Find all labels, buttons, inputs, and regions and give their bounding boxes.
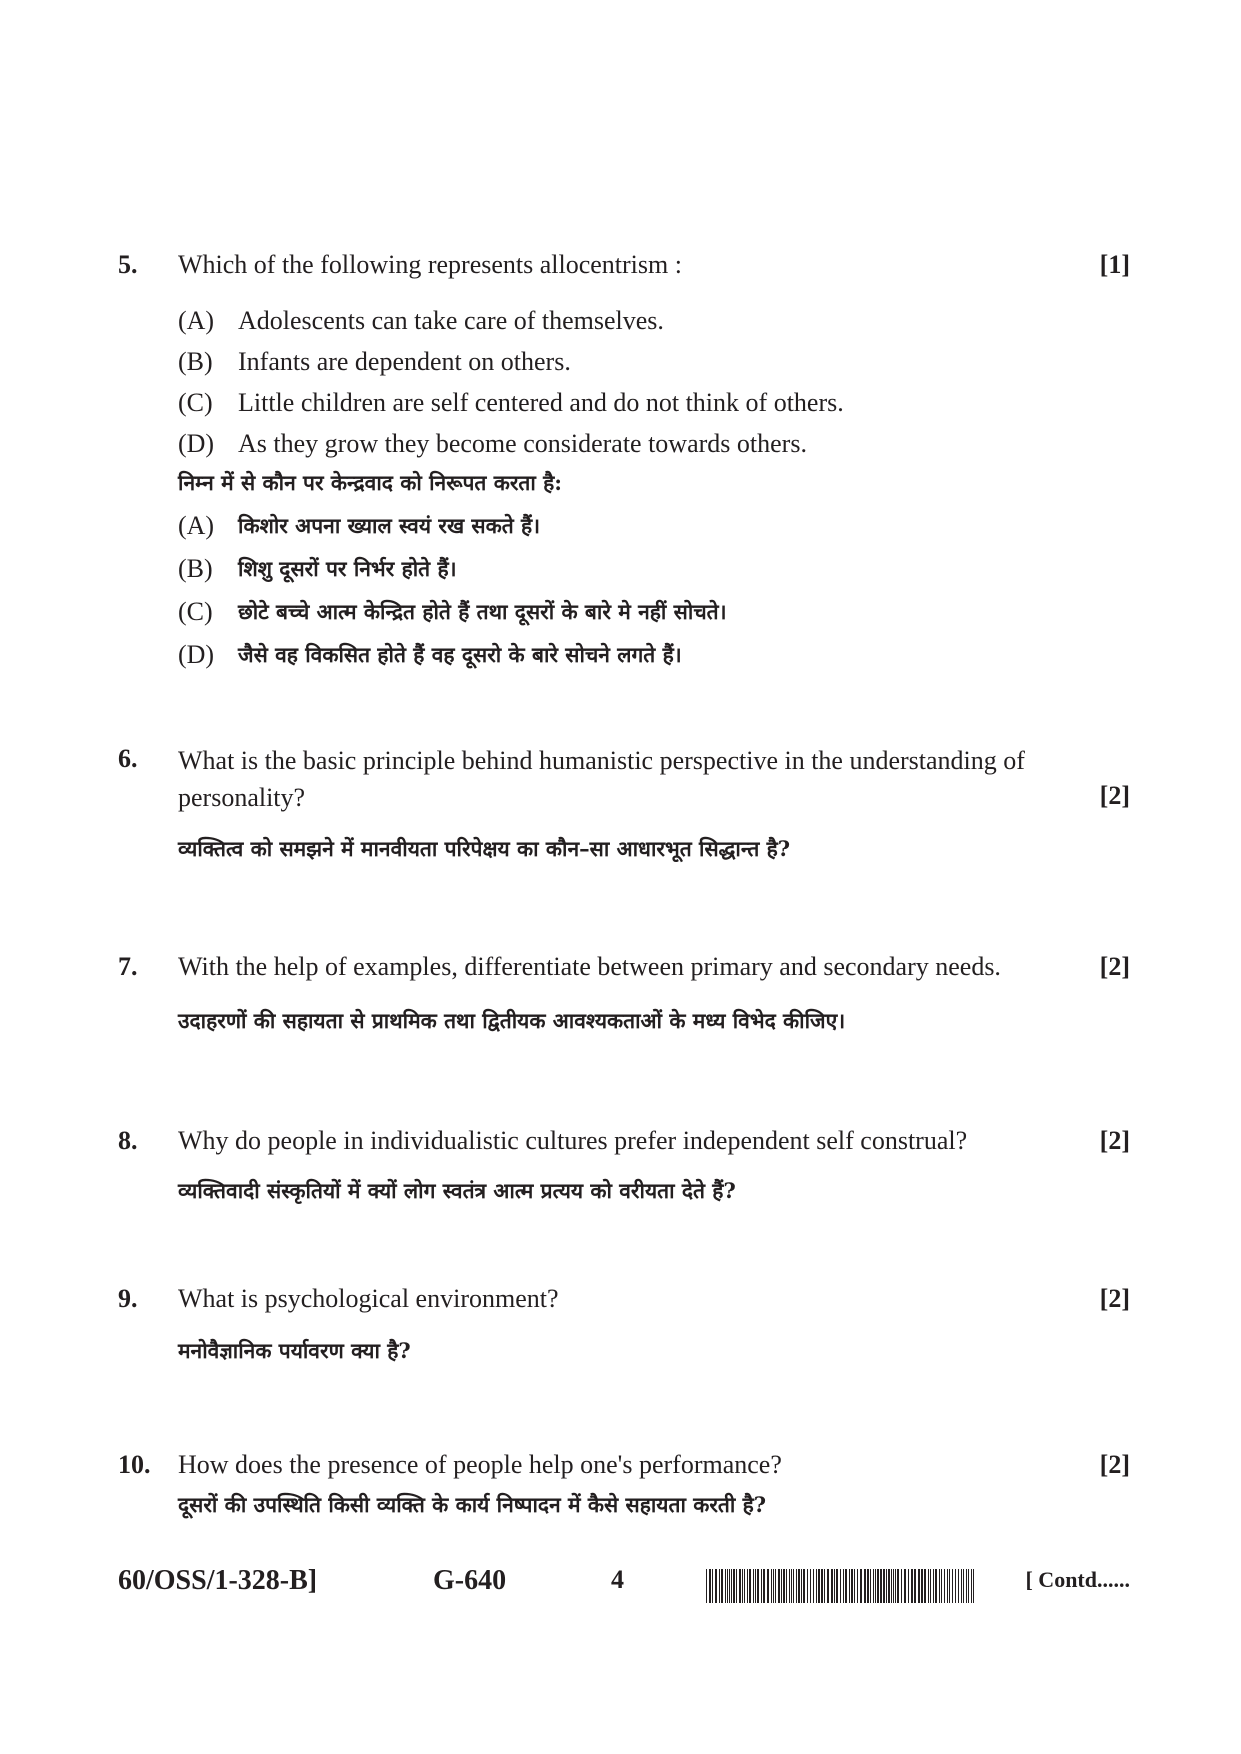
question-text: With the help of examples, differentiate between primary and secondary needs. [178,952,1001,981]
question-10 [118,1448,1130,1522]
question-6 [118,742,1130,866]
question-marks: [2] [1099,1126,1130,1155]
question-number: 10. [118,1450,151,1479]
question-number: 5. [118,250,138,279]
option-c-hindi: (C) छोटे बच्चे आत्म केन्द्रित होते हैं तथा दूसरों के बारे मे नहीं सोचते। [178,597,727,626]
continued-label: [ Contd...... [1025,1567,1130,1592]
question-text-hindi: मनोवैज्ञानिक पर्यावरण क्या है? [178,1338,411,1363]
question-9 [118,1282,1130,1368]
question-text: How does the presence of people help one's performance? [178,1450,782,1479]
question-text: Which of the following represents allocentrism : [178,250,682,279]
question-number: 7. [118,952,138,981]
option-d-hindi: (D) जैसे वह विकसित होते हैं वह दूसरो के बारे सोचने लगते हैं। [178,640,682,669]
question-text-line-1: What is the basic principle behind humanistic perspective in the understanding of [178,746,1025,775]
option-list-hindi [178,504,1130,676]
question-marks: [1] [1099,250,1130,279]
question-text: What is psychological environment? [178,1284,559,1313]
question-text-hindi: निम्न में से कौन पर केन्द्रवाद को निरूपत करता है: [178,470,563,495]
question-marks: [2] [1099,952,1130,981]
option-d: (D) As they grow they become considerate towards others. [178,429,807,458]
question-5 [118,248,1130,676]
option-c: (C) Little children are self centered and do not think of others. [178,388,844,417]
question-marks: [2] [1099,1284,1130,1313]
option-a-hindi: (A) किशोर अपना ख्याल स्वयं रख सकते हैं। [178,511,541,540]
question-text-hindi: व्यक्तित्व को समझने में मानवीयता परिपेक्षय का कौन–सा आधारभूत सिद्धान्त है? [178,836,791,861]
question-text-hindi: दूसरों की उपस्थिति किसी व्यक्ति के कार्य निष्पादन में कैसे सहायता करती है? [178,1492,767,1517]
question-marks: [2] [1099,781,1130,810]
paper-code: 60/OSS/1-328-B] [118,1565,318,1596]
question-text-hindi: व्यक्तिवादी संस्कृतियों में क्यों लोग स्वतंत्र आत्म प्रत्यय को वरीयता देते हैं? [178,1178,736,1203]
question-text-line-2: personality? [178,783,306,812]
question-8 [118,1124,1130,1208]
question-marks: [2] [1099,1450,1130,1479]
series-code: G-640 [433,1565,507,1596]
question-number: 8. [118,1126,138,1155]
option-list [178,300,1130,464]
page-number: 4 [611,1565,624,1594]
option-b-hindi: (B) शिशु दूसरों पर निर्भर होते हैं। [178,554,457,583]
question-text-hindi: उदाहरणों की सहायता से प्राथमिक तथा द्वितीयक आवश्यकताओं के मध्य विभेद कीजिए। [178,1008,846,1033]
option-a: (A) Adolescents can take care of themselves. [178,306,664,335]
question-number: 6. [118,744,138,773]
question-text: Why do people in individualistic cultures prefer independent self construal? [178,1126,968,1155]
question-7 [118,950,1130,1038]
page-footer [118,1565,1130,1605]
question-number: 9. [118,1284,138,1313]
barcode [706,1569,976,1603]
option-b: (B) Infants are dependent on others. [178,347,571,376]
